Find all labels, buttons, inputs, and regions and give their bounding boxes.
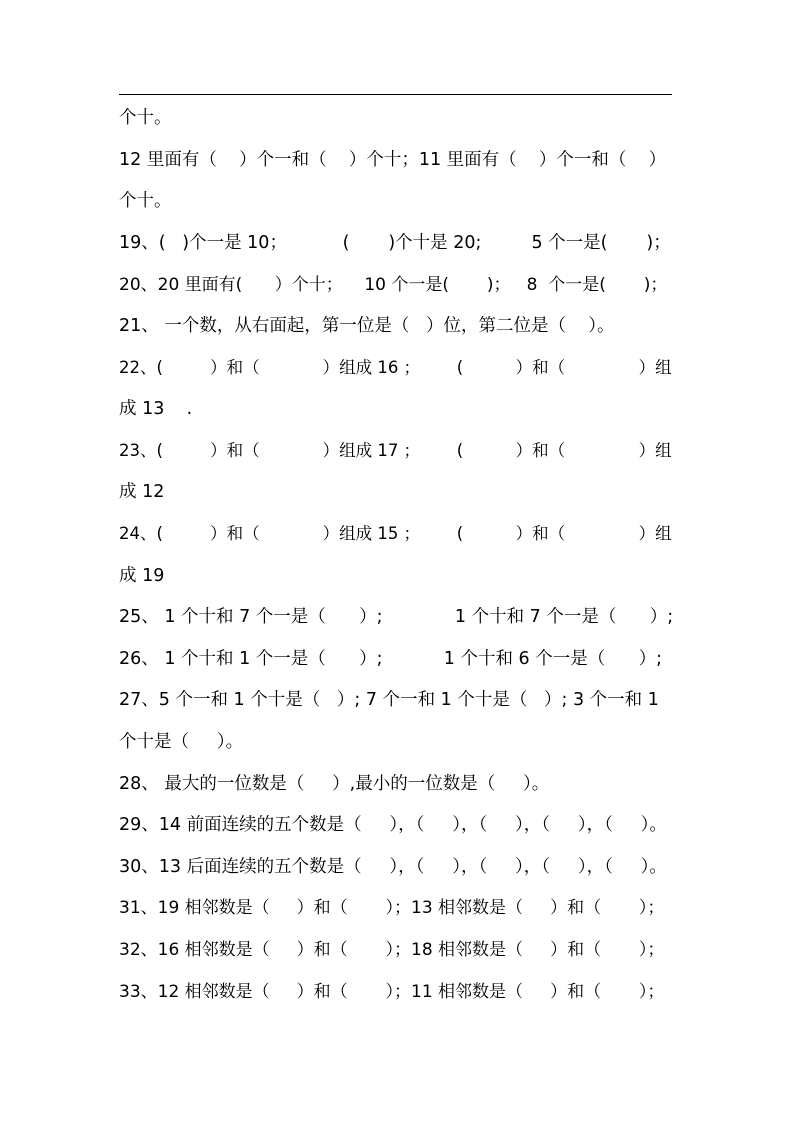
question-33: 33、12 相邻数是（ ）和（ ）；11 相邻数是（ ）和（ ）； (119, 982, 665, 1002)
question-32: 32、16 相邻数是（ ）和（ ）；18 相邻数是（ ）和（ ）； (119, 940, 665, 960)
question-21: 21、 一个数，从右面起，第一位是（ ）位，第二位是（ ）。 (119, 316, 615, 336)
text-line: 个十。 (119, 191, 172, 211)
question-29: 29、14 前面连续的五个数是（ ），（ ），（ ），（ ），（ ）。 (119, 815, 667, 835)
question-23: 23、( ）和（ ）组成 17 ； ( ）和（ ）组 (119, 441, 672, 460)
question-31: 31、19 相邻数是（ ）和（ ）；13 相邻数是（ ）和（ ）； (119, 898, 665, 918)
text-line: 成 19 (119, 566, 165, 586)
question-26: 26、 1 个十和 1 个一是（ ）; 1 个十和 6 个一是（ ）; (119, 649, 662, 669)
header-rule (119, 94, 672, 95)
question-19: 19、( )个一是 10； ( )个十是 20; 5 个一是( )； (119, 233, 671, 253)
text-line: 12 里面有（ ）个一和（ ）个十；11 里面有（ ）个一和（ ） (119, 150, 667, 170)
question-22: 22、( ）和（ ）组成 16 ； ( ）和（ ）组 (119, 358, 672, 377)
question-27: 27、5 个一和 1 个十是（ ）; 7 个一和 1 个十是（ ）; 3 个一和 1 (119, 690, 659, 710)
question-25: 25、 1 个十和 7 个一是（ ）; 1 个十和 7 个一是（ ）; (119, 607, 674, 627)
text-line: 成 12 (119, 482, 165, 502)
question-20: 20、20 里面有( ）个十； 10 个一是( )； 8 个一是( )； (119, 275, 668, 295)
question-28: 28、 最大的一位数是（ ）,最小的一位数是（ ）。 (119, 774, 550, 794)
question-30: 30、13 后面连续的五个数是（ ），（ ），（ ），（ ），（ ）。 (119, 857, 667, 877)
text-line: 成 13 . (119, 399, 193, 419)
text-line: 个十是（ ）。 (119, 732, 244, 752)
text-line: 个十。 (119, 108, 172, 128)
question-24: 24、( ）和（ ）组成 15 ； ( ）和（ ）组 (119, 524, 672, 543)
